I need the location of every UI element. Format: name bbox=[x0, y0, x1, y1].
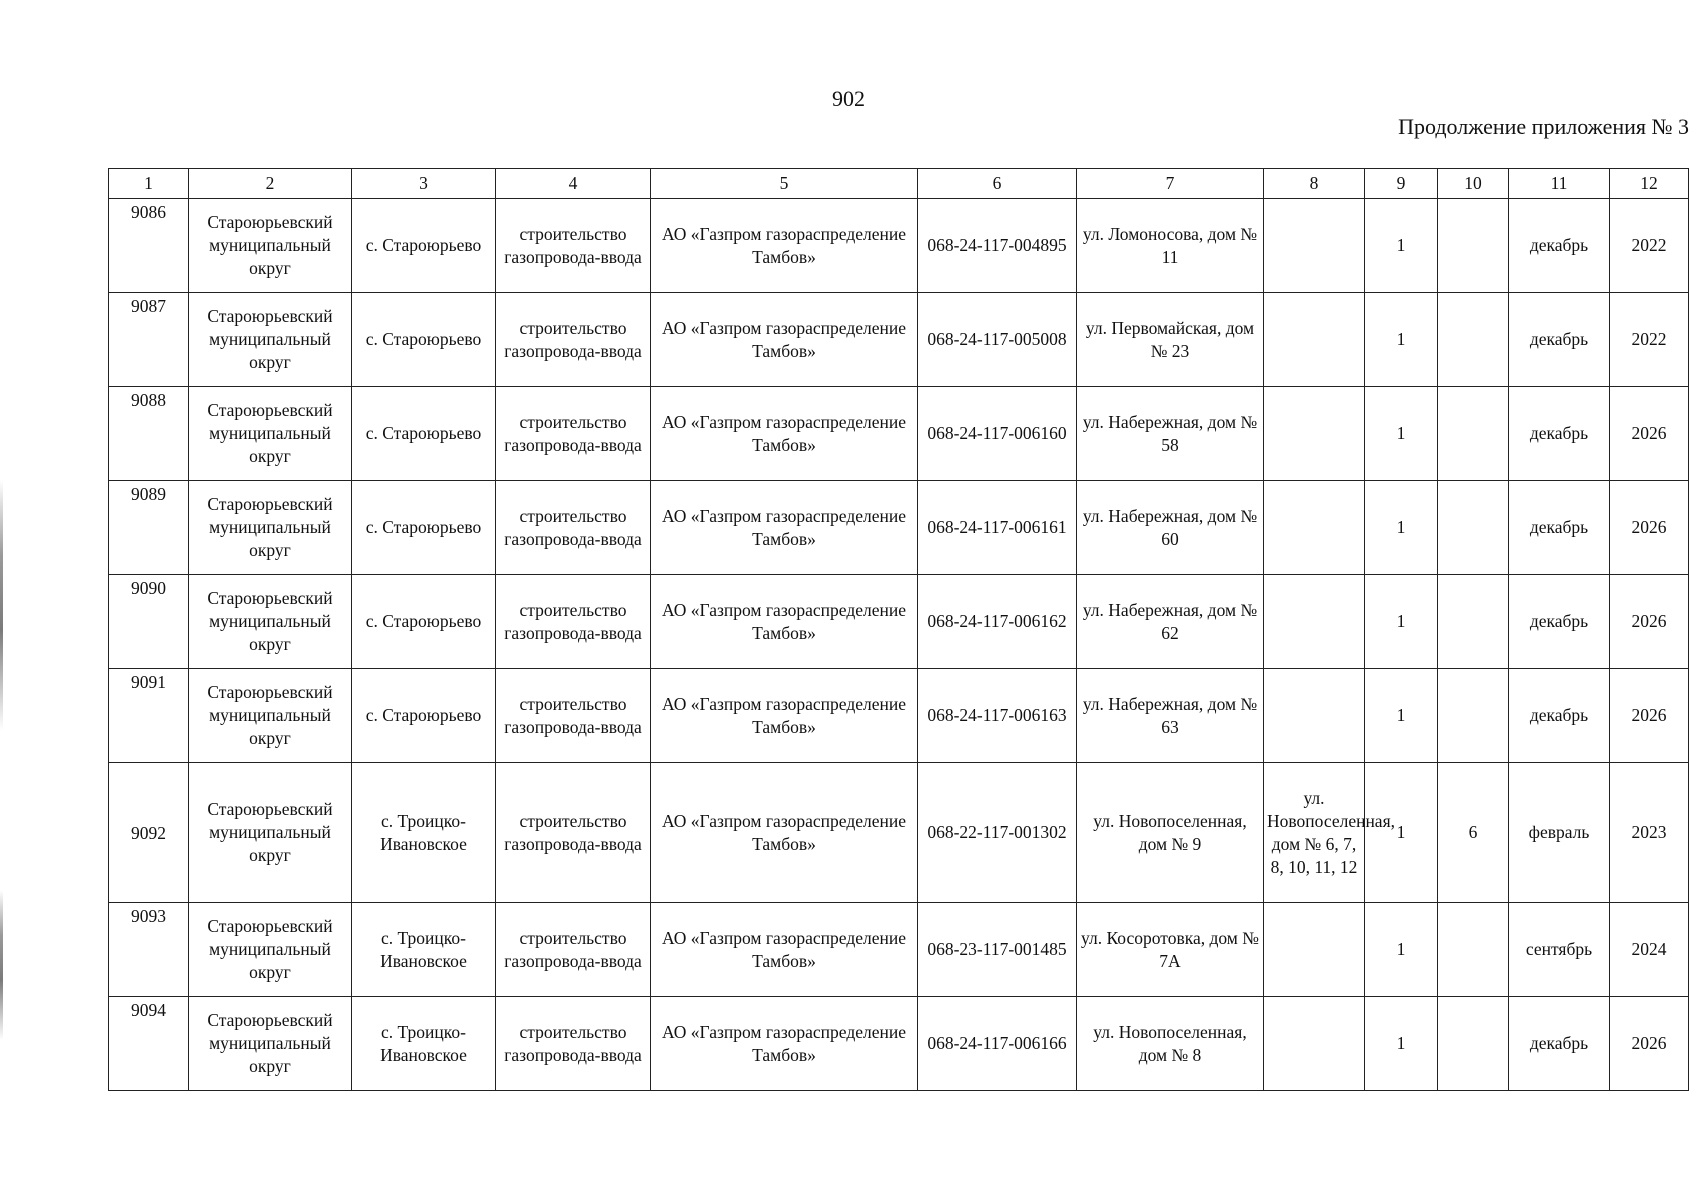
district-cell: Староюрьевский муниципальный округ bbox=[189, 575, 352, 669]
record-number-cell: 9087 bbox=[109, 293, 189, 387]
record-number-cell: 9094 bbox=[109, 997, 189, 1091]
settlement-cell: с. Троицко-Ивановское bbox=[352, 903, 496, 997]
district-cell: Староюрьевский муниципальный округ bbox=[189, 481, 352, 575]
quantity-cell: 1 bbox=[1365, 481, 1438, 575]
connected-addresses-cell bbox=[1264, 293, 1365, 387]
year-cell: 2026 bbox=[1610, 387, 1689, 481]
connected-addresses-cell bbox=[1264, 997, 1365, 1091]
application-number-cell: 068-24-117-006162 bbox=[918, 575, 1077, 669]
record-number-cell: 9086 bbox=[109, 199, 189, 293]
scan-edge-artifact bbox=[0, 480, 3, 730]
quantity-cell: 1 bbox=[1365, 293, 1438, 387]
column-header: 6 bbox=[918, 169, 1077, 199]
connected-addresses-cell: ул. Новопоселенная, дом № 6, 7, 8, 10, 11, 12 bbox=[1264, 763, 1365, 903]
year-cell: 2026 bbox=[1610, 575, 1689, 669]
record-number-cell: 9091 bbox=[109, 669, 189, 763]
month-cell: декабрь bbox=[1509, 575, 1610, 669]
settlement-cell: с. Староюрьево bbox=[352, 199, 496, 293]
organization-cell: АО «Газпром газораспределение Тамбов» bbox=[651, 387, 918, 481]
appendix-caption: Продолжение приложения № 3 bbox=[1398, 114, 1689, 139]
quantity-cell: 1 bbox=[1365, 575, 1438, 669]
application-number-cell: 068-24-117-006163 bbox=[918, 669, 1077, 763]
organization-cell: АО «Газпром газораспределение Тамбов» bbox=[651, 481, 918, 575]
work-type-cell: строительство газопровода-ввода bbox=[496, 997, 651, 1091]
quantity-cell: 1 bbox=[1365, 903, 1438, 997]
table-row bbox=[109, 903, 1689, 997]
register-table bbox=[108, 168, 1689, 1091]
month-cell: декабрь bbox=[1509, 481, 1610, 575]
year-cell: 2024 bbox=[1610, 903, 1689, 997]
district-cell: Староюрьевский муниципальный округ bbox=[189, 293, 352, 387]
month-cell: декабрь bbox=[1509, 199, 1610, 293]
application-number-cell: 068-24-117-005008 bbox=[918, 293, 1077, 387]
settlement-cell: с. Староюрьево bbox=[352, 293, 496, 387]
record-number-cell: 9093 bbox=[109, 903, 189, 997]
quantity-cell: 1 bbox=[1365, 387, 1438, 481]
table-row bbox=[109, 199, 1689, 293]
connected-count-cell bbox=[1438, 481, 1509, 575]
connected-addresses-cell bbox=[1264, 575, 1365, 669]
connected-addresses-cell bbox=[1264, 387, 1365, 481]
month-cell: декабрь bbox=[1509, 387, 1610, 481]
organization-cell: АО «Газпром газораспределение Тамбов» bbox=[651, 903, 918, 997]
table-row bbox=[109, 763, 1689, 903]
application-number-cell: 068-22-117-001302 bbox=[918, 763, 1077, 903]
connected-count-cell bbox=[1438, 997, 1509, 1091]
column-header: 4 bbox=[496, 169, 651, 199]
column-header: 3 bbox=[352, 169, 496, 199]
application-number-cell: 068-24-117-006166 bbox=[918, 997, 1077, 1091]
column-header: 9 bbox=[1365, 169, 1438, 199]
quantity-cell: 1 bbox=[1365, 199, 1438, 293]
column-header: 8 bbox=[1264, 169, 1365, 199]
column-header: 11 bbox=[1509, 169, 1610, 199]
application-number-cell: 068-24-117-004895 bbox=[918, 199, 1077, 293]
record-number-cell: 9089 bbox=[109, 481, 189, 575]
record-number-cell: 9090 bbox=[109, 575, 189, 669]
year-cell: 2023 bbox=[1610, 763, 1689, 903]
address-cell: ул. Набережная, дом № 58 bbox=[1077, 387, 1264, 481]
work-type-cell: строительство газопровода-ввода bbox=[496, 763, 651, 903]
table-row bbox=[109, 387, 1689, 481]
address-cell: ул. Первомайская, дом № 23 bbox=[1077, 293, 1264, 387]
application-number-cell: 068-24-117-006161 bbox=[918, 481, 1077, 575]
table-row bbox=[109, 669, 1689, 763]
connected-count-cell bbox=[1438, 575, 1509, 669]
month-cell: декабрь bbox=[1509, 997, 1610, 1091]
work-type-cell: строительство газопровода-ввода bbox=[496, 387, 651, 481]
table-row bbox=[109, 997, 1689, 1091]
district-cell: Староюрьевский муниципальный округ bbox=[189, 387, 352, 481]
connected-count-cell: 6 bbox=[1438, 763, 1509, 903]
address-cell: ул. Набережная, дом № 62 bbox=[1077, 575, 1264, 669]
connected-addresses-cell bbox=[1264, 481, 1365, 575]
district-cell: Староюрьевский муниципальный округ bbox=[189, 763, 352, 903]
connected-count-cell bbox=[1438, 903, 1509, 997]
settlement-cell: с. Троицко-Ивановское bbox=[352, 763, 496, 903]
connected-addresses-cell bbox=[1264, 903, 1365, 997]
year-cell: 2022 bbox=[1610, 293, 1689, 387]
quantity-cell: 1 bbox=[1365, 763, 1438, 903]
settlement-cell: с. Староюрьево bbox=[352, 387, 496, 481]
year-cell: 2026 bbox=[1610, 669, 1689, 763]
organization-cell: АО «Газпром газораспределение Тамбов» bbox=[651, 293, 918, 387]
work-type-cell: строительство газопровода-ввода bbox=[496, 481, 651, 575]
record-number-cell: 9088 bbox=[109, 387, 189, 481]
district-cell: Староюрьевский муниципальный округ bbox=[189, 903, 352, 997]
application-number-cell: 068-24-117-006160 bbox=[918, 387, 1077, 481]
district-cell: Староюрьевский муниципальный округ bbox=[189, 997, 352, 1091]
address-cell: ул. Набережная, дом № 60 bbox=[1077, 481, 1264, 575]
address-cell: ул. Новопоселенная, дом № 9 bbox=[1077, 763, 1264, 903]
address-cell: ул. Косоротовка, дом № 7А bbox=[1077, 903, 1264, 997]
scan-edge-artifact-lower bbox=[0, 890, 3, 1040]
month-cell: декабрь bbox=[1509, 669, 1610, 763]
column-header: 2 bbox=[189, 169, 352, 199]
record-number-cell: 9092 bbox=[109, 763, 189, 903]
connected-count-cell bbox=[1438, 669, 1509, 763]
table-row bbox=[109, 481, 1689, 575]
connected-count-cell bbox=[1438, 387, 1509, 481]
address-cell: ул. Набережная, дом № 63 bbox=[1077, 669, 1264, 763]
address-cell: ул. Ломоносова, дом № 11 bbox=[1077, 199, 1264, 293]
column-header: 5 bbox=[651, 169, 918, 199]
organization-cell: АО «Газпром газораспределение Тамбов» bbox=[651, 997, 918, 1091]
month-cell: февраль bbox=[1509, 763, 1610, 903]
address-cell: ул. Новопоселенная, дом № 8 bbox=[1077, 997, 1264, 1091]
work-type-cell: строительство газопровода-ввода bbox=[496, 293, 651, 387]
quantity-cell: 1 bbox=[1365, 997, 1438, 1091]
connected-count-cell bbox=[1438, 293, 1509, 387]
settlement-cell: с. Староюрьево bbox=[352, 669, 496, 763]
connected-count-cell bbox=[1438, 199, 1509, 293]
work-type-cell: строительство газопровода-ввода bbox=[496, 903, 651, 997]
organization-cell: АО «Газпром газораспределение Тамбов» bbox=[651, 199, 918, 293]
year-cell: 2026 bbox=[1610, 481, 1689, 575]
page-number: 902 bbox=[832, 86, 865, 111]
year-cell: 2026 bbox=[1610, 997, 1689, 1091]
application-number-cell: 068-23-117-001485 bbox=[918, 903, 1077, 997]
connected-addresses-cell bbox=[1264, 199, 1365, 293]
settlement-cell: с. Троицко-Ивановское bbox=[352, 997, 496, 1091]
organization-cell: АО «Газпром газораспределение Тамбов» bbox=[651, 669, 918, 763]
year-cell: 2022 bbox=[1610, 199, 1689, 293]
quantity-cell: 1 bbox=[1365, 669, 1438, 763]
district-cell: Староюрьевский муниципальный округ bbox=[189, 199, 352, 293]
settlement-cell: с. Староюрьево bbox=[352, 575, 496, 669]
column-header: 12 bbox=[1610, 169, 1689, 199]
header-row bbox=[109, 169, 1689, 199]
table-row bbox=[109, 293, 1689, 387]
work-type-cell: строительство газопровода-ввода bbox=[496, 575, 651, 669]
organization-cell: АО «Газпром газораспределение Тамбов» bbox=[651, 763, 918, 903]
connected-addresses-cell bbox=[1264, 669, 1365, 763]
district-cell: Староюрьевский муниципальный округ bbox=[189, 669, 352, 763]
settlement-cell: с. Староюрьево bbox=[352, 481, 496, 575]
table-body bbox=[109, 199, 1689, 1091]
work-type-cell: строительство газопровода-ввода bbox=[496, 199, 651, 293]
column-header: 7 bbox=[1077, 169, 1264, 199]
table-row bbox=[109, 575, 1689, 669]
organization-cell: АО «Газпром газораспределение Тамбов» bbox=[651, 575, 918, 669]
month-cell: сентябрь bbox=[1509, 903, 1610, 997]
column-header: 1 bbox=[109, 169, 189, 199]
work-type-cell: строительство газопровода-ввода bbox=[496, 669, 651, 763]
month-cell: декабрь bbox=[1509, 293, 1610, 387]
column-header: 10 bbox=[1438, 169, 1509, 199]
